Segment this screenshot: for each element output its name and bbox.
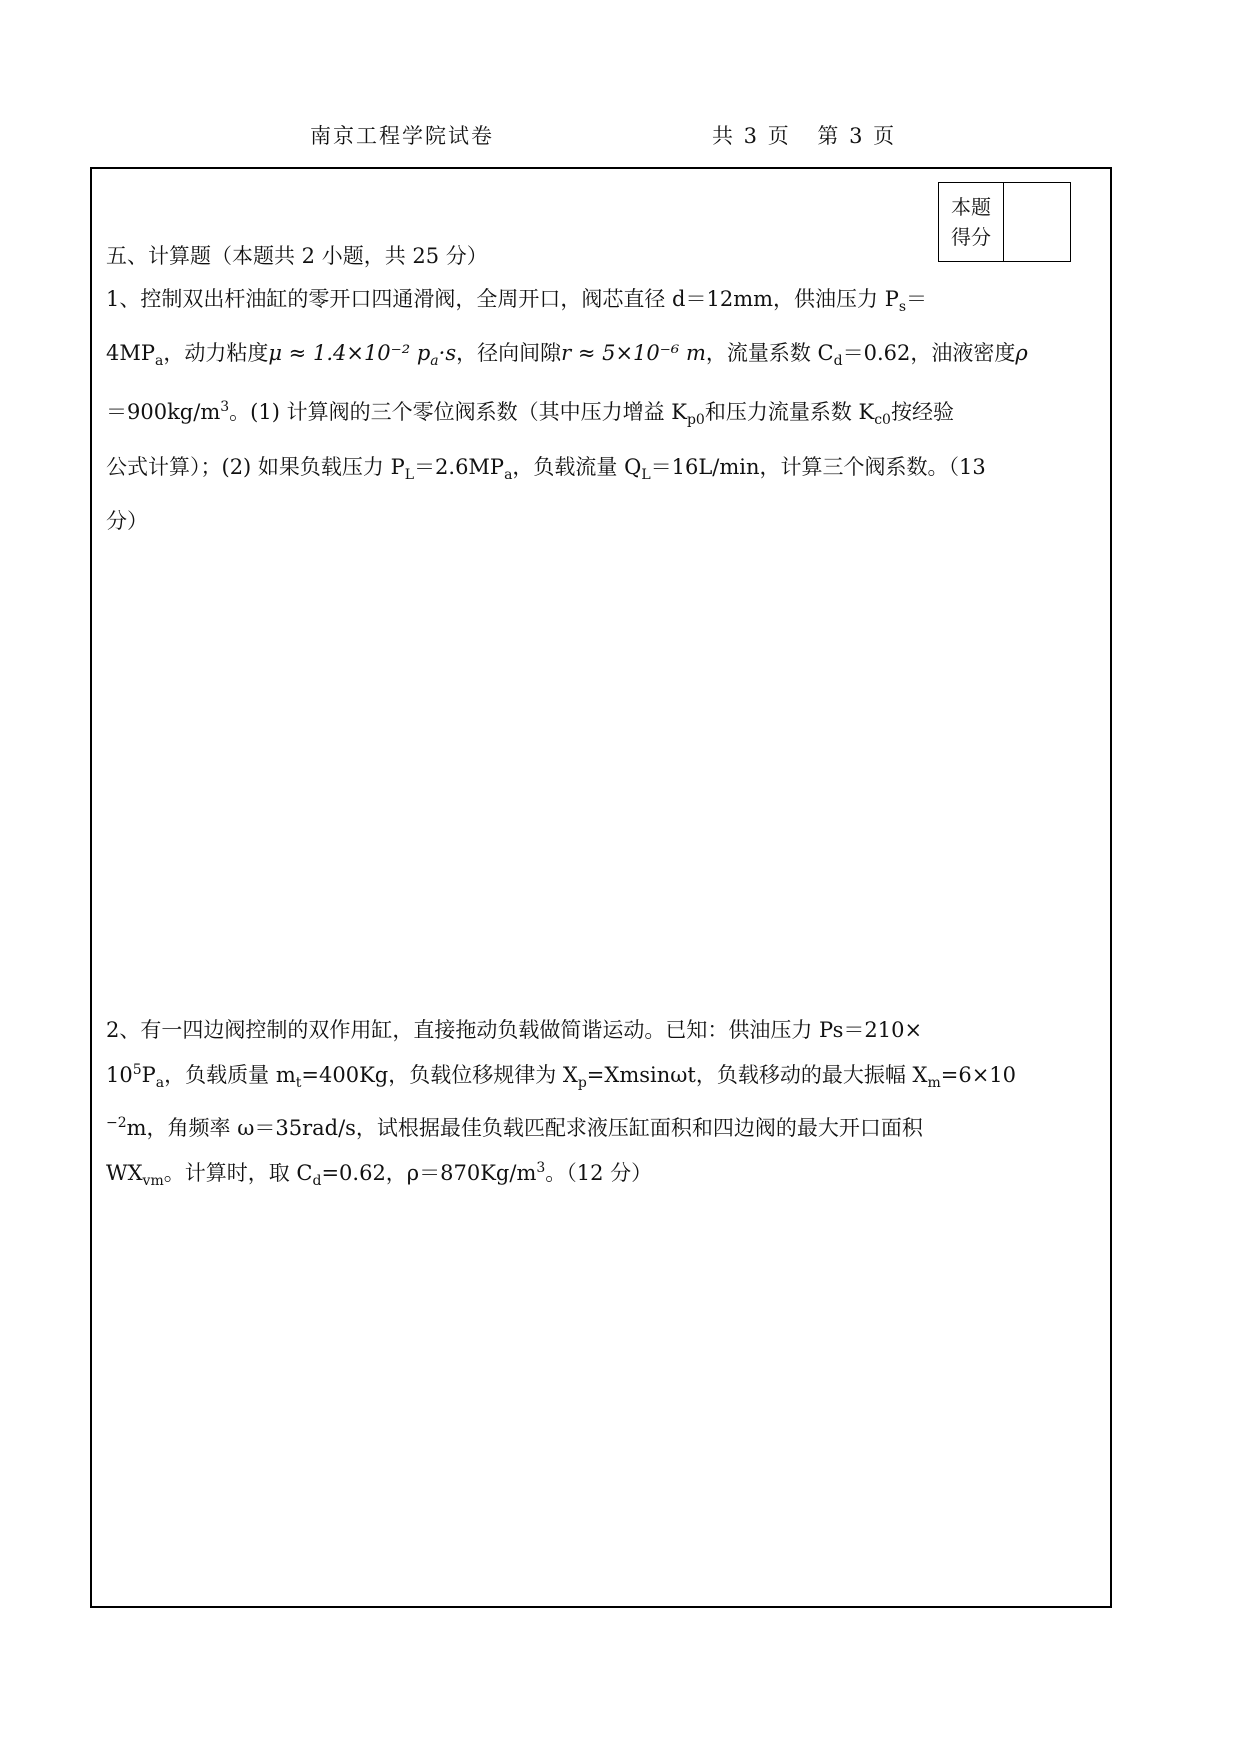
score-label-line1: 本题	[951, 195, 991, 219]
q2-line-4: $WX_{vm}$。计算时，取 $C_d=0.62$，$\rho=870Kg/m^3$。（12 分）	[106, 1160, 653, 1190]
q1-line-3: $=900kg/m^3$。(1) 计算阀的三个零位阀系数（其中压力增益 $K_{p0}$和压力流量系数 $K_{c0}$按经验	[106, 399, 954, 429]
q1-line-5: 分）	[106, 508, 148, 533]
total-pages: 共 3 页	[712, 124, 791, 148]
q1-line-4: 公式计算）；(2) 如果负载压力 $P_L=2.6MP_a$，负载流量 $Q_L=16L/\min$，计算三个阀系数。（13	[106, 454, 986, 483]
q1-line-2: $4MP_a$，动力粘度μ ≈ 1.4×10⁻² $p_a\cdot s$，径向间隙r ≈ 5×10⁻⁶ m，流量系数 $C_d=0.62$，油液密度ρ	[106, 341, 1028, 370]
page-info	[712, 120, 914, 150]
viscosity-formula: μ ≈ 1.4×10⁻² $p_a\cdot s$	[268, 341, 457, 370]
question-1	[106, 276, 1100, 544]
section-title: 五、计算题（本题共 2 小题，共 25 分）	[106, 244, 488, 268]
exam-school-title: 南京工程学院试卷	[310, 124, 494, 148]
q2-line-2: $10^5P_a$，负载质量 $m_t=400Kg$，负载位移规律为 $X_p=Xmsin\omega t$，负载移动的最大振幅 $X_m=6\times 10$	[106, 1062, 1017, 1092]
density-symbol: ρ	[1015, 341, 1028, 366]
current-page: 第 3 页	[817, 124, 897, 148]
q2-line-3: $^{-2}$m，角频率 ω＝35rad/s，试根据最佳负载匹配求液压缸面积和四边阀的最大开口面积	[106, 1115, 923, 1141]
question-2	[106, 1010, 1100, 1201]
q1-line-1: 1、控制双出杆油缸的零开口四通滑阀，全周开口，阀芯直径 d＝12mm，供油压力 $P_s=$	[106, 287, 928, 316]
score-label-line2: 得分	[951, 225, 991, 249]
q2-line-1: 2、有一四边阀控制的双作用缸，直接拖动负载做简谐运动。已知：供油压力 Ps＝210×	[106, 1018, 923, 1042]
clearance-formula: r ≈ 5×10⁻⁶ m	[561, 341, 706, 366]
